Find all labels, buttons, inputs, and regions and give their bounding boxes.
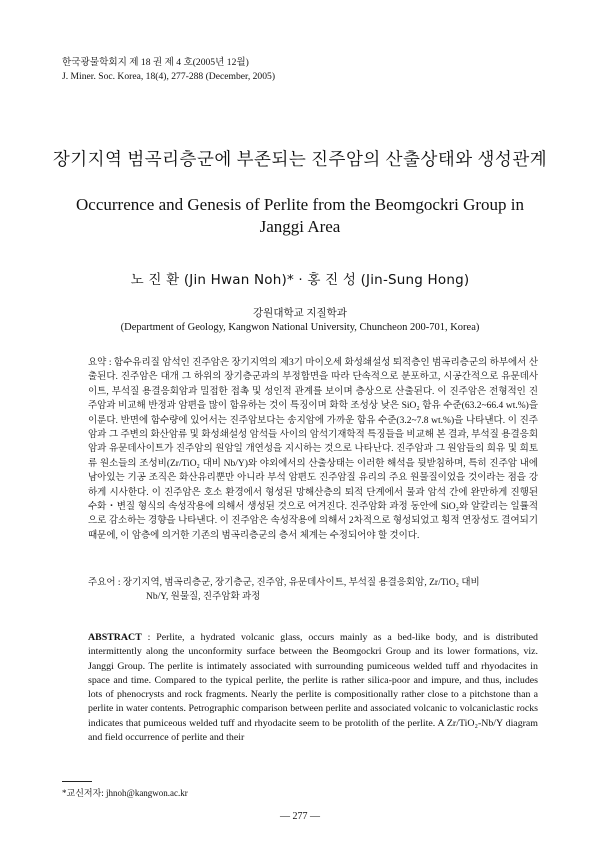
- title-korean: 장기지역 범곡리층군에 부존되는 진주암의 산출상태와 생성관계: [52, 149, 548, 169]
- abstract-label: ABSTRACT: [88, 632, 142, 643]
- keywords-line-2: Nb/Y, 원물질, 진주암화 과정: [146, 592, 261, 603]
- author-list: 노 진 환 (Jin Hwan Noh)* · 홍 진 성 (Jin-Sung Hong): [130, 272, 470, 288]
- journal-citation-en: J. Miner. Soc. Korea, 18(4), 277-288 (December, 2005): [62, 70, 276, 82]
- footnote-divider: [62, 781, 92, 782]
- title-english: Occurrence and Genesis of Perlite from the Beomgockri Group in Janggi Area: [76, 195, 524, 236]
- abstract-english: [88, 631, 538, 745]
- affiliation-english: (Department of Geology, Kangwon National University, Chuncheon 200-701, Korea): [120, 322, 480, 333]
- abstract-korean: 요약 : 함수유리질 암석인 진주암은 장기지역의 제3기 마이오세 화성쇄설성 퇴적층인 범곡리층군의 하부에서 산출된다. 진주암은 대개 그 하위의 장기층군과의 부정합면을 따라 단속적으로 분포하고, 시공간적으로 유문데사이트, 부석질 용결응회암과 밀접한 접촉 및 성인적 관계를 보이며 층상으로 산출된다. 이 진주암은 전형적인 진주암과 비교해 반정과 암편을 많이 함유하는 것이 특징이며 화학 조성상 낮은 SiO₂ 함유 수준(63.2~66.4 wt.%)을 이룬다. 반면에 함수량에 있어서는 진주암보다는 송지암에 가까운 함유 수준(3.2~7.8 wt.%)을 나타낸다. 이 진주암과 그 주변의 화산암류 및 화성쇄설성 암석들 사이의 암석기재학적 특징들을 비교해 본 결과, 부석질 용결응회암과 유문데사이트가 진주암의 원암일 개연성을 지시하는 것으로 나타난다. 진주암과 그 원암들의 희유 및 희토류 원소들의 조성비(Zr/TiO₂ 대비 Nb/Y)와 야외에서의 산출상태는 이러한 해석을 뒷받침하며, 특히 진주암 내에 남아있는 기공 조직은 화산유리뿐만 아니라 부석 암편도 진주암질 유리의 주요 원물질이었을 것이라는 점을 강하게 시사한다. 이 진주암은 호소 환경에서 형성된 망해산층의 퇴적 단계에서 물과 암석 간에 완만하게 진행된 수화・변질 형식의 속성작용에 의해서 생성된 것으로 여겨진다. 진주암화 과정 동안에 SiO₂와 알칼리는 일률적으로 감소하는 경향을 나타낸다. 이 진주암은 속성작용에 의해서 2차적으로 형성되었고 횡적 연장성도 결여되기 때문에, 이 암층에 의거한 기존의 범곡리층군의 층서 체계는 수정되어야 할 것이다.: [88, 358, 538, 541]
- page-number: ― 277 ―: [280, 811, 320, 822]
- keywords: [88, 576, 540, 605]
- abstract-english-text: : Perlite, a hydrated volcanic glass, occurs mainly as a bed-like body, and is distributed intermittently along the unconformity surface between the Beomgockri Group and its lower formations, viz. Janggi Group. The perlite is intimately associated with surrounding pumiceous welded tuff and rhyodacites in space and time. Compared to the typical perlite, the perlite is rather silica-poor and impure, and thus, includes lots of phenocrysts and rock fragments. Nearly the perlite is compositionally rather close to a pitchstone than a perlite in water contents. Petrographic comparison between perlite and associated volcanic to volcaniclastic rocks indicates that pumiceous welded tuff and rhyodacite seem to be protolith of the perlite. A Zr/TiO₂-Nb/Y diagram and field occurrence of perlite and their: [88, 632, 538, 744]
- journal-citation-ko: 한국광물학회지 제 18 권 제 4 호(2005년 12월): [62, 57, 249, 68]
- keywords-line-1: 장기지역, 범곡리층군, 장기층군, 진주암, 유문데사이트, 부석질 용결응회암, Zr/TiO₂ 대비: [122, 578, 480, 588]
- journal-header: [62, 56, 275, 83]
- affiliation-korean: 강원대학교 지질학과: [253, 308, 347, 319]
- corresponding-author-footnote: *교신저자: jhnoh@kangwon.ac.kr: [62, 788, 188, 798]
- keywords-label: 주요어 :: [88, 578, 121, 588]
